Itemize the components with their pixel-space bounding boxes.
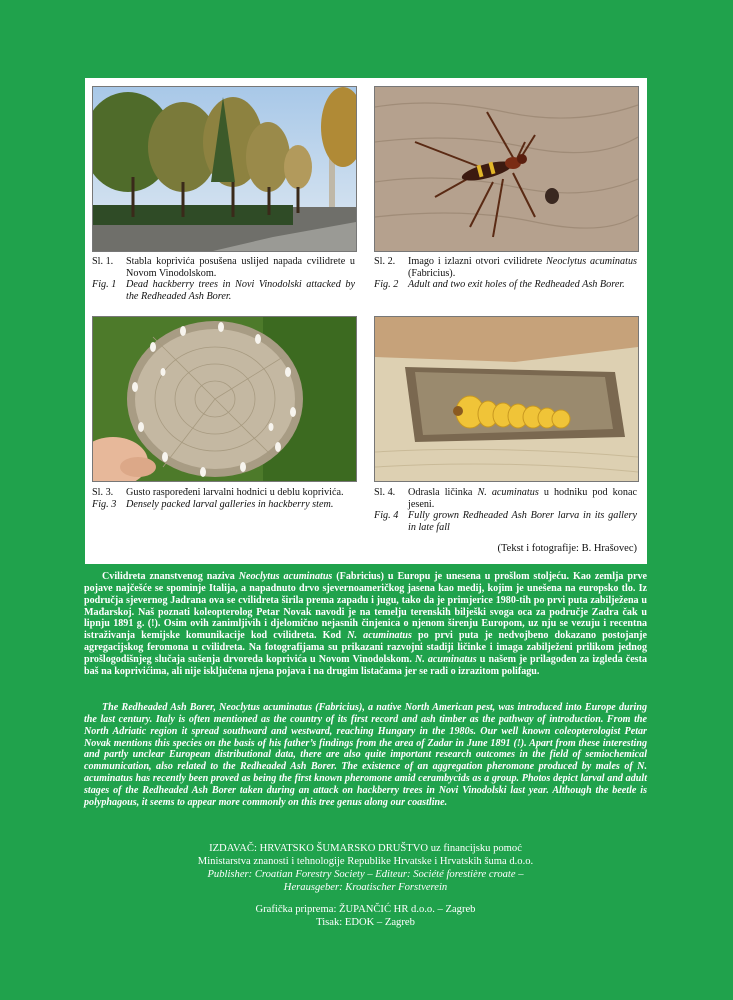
figure-4-hr-text: [408, 487, 637, 510]
figure-2-en-label: Fig. 2: [374, 279, 399, 290]
english-text: The Redheaded Ash Borer, Neoclytus acuminatus (Fabricius), a native North American pest, was introduced into Europe during the last century. Italy is often mentioned as the country of its first record and ash timber as the pathway of introduction. From the North Adriatic region it spread southward and westward, reaching Hungary in the 1980s. Our well known coleopterologist Petar Novak mentions this species on the basis of his father’s findings from the area of Zadar in June 1891 (!). Apart from these interesting and partly unclear European distributional data, there are also quite important research outcomes in the field of semiochemical communication, also related to the Redheaded Ash Borer. The existence of an aggregation pheromone produced by males of N. acuminatus has recently been proved as being the first known pheromone amid cerambycids as a group. Photos depict larval and adult stages of the Redheaded Ash Borer taken during an attack on hackberry trees in Novi Vinodolski last year. Although the beetle is polyphagous, it seems to appear more commonly on this tree genus along our coastline.: [84, 702, 647, 808]
croatian-text-part-c: po prvi puta je nedvojbeno dokazano postojanje agregacijskog feromona u cvilidreta. Na fotografijama su prikazani razvojni stadiji ličinke i imaga zabilježeni prilikom jednog prošlogodišnjeg slučaja sušenja drvoreda koprivića u Novom Vinodolskom.: [84, 630, 647, 665]
beetle-on-bark-illustration: [375, 87, 638, 251]
production-credits: [84, 904, 647, 929]
figure-3-hr-label: Sl. 3.: [92, 487, 114, 498]
figure-2-hr-text: [408, 256, 637, 279]
figure-4-en-text: Fully grown Redheaded Ash Borer larva in its gallery in late fall: [408, 510, 637, 533]
photo-larval-galleries: [92, 316, 357, 482]
photo-credit: (Tekst i fotografije: B. Hrašovec): [497, 543, 637, 554]
photo-larva-in-gallery: [374, 316, 639, 482]
photo-adult-beetle: [374, 86, 639, 252]
stem-cross-section-illustration: [93, 317, 356, 481]
print-credit: Tisak: EDOK – Zagreb: [316, 916, 415, 928]
figure-2-hr-text-a: Imago i izlazni otvori cvilidrete: [408, 256, 547, 267]
figure-2-en-text: Adult and two exit holes of the Redheaded Ash Borer.: [408, 279, 625, 290]
figure-3-en-text: Densely packed larval galleries in hackberry stem.: [126, 498, 334, 510]
figure-3-en-label: Fig. 3: [92, 498, 117, 510]
figures-panel: [85, 78, 647, 564]
croatian-species-1: Neoclytus acuminatus: [238, 571, 333, 582]
croatian-species-3: N. acuminatus: [414, 653, 477, 665]
figure-4-hr-text-a: Odrasla ličinka: [408, 487, 478, 498]
publisher-foreign-line-1: Publisher: Croatian Forestry Society – Editeur: Société forestière croate –: [207, 869, 524, 880]
figure-2-caption: [374, 256, 637, 291]
figure-1-caption: [92, 256, 355, 302]
figure-2-hr-label: Sl. 2.: [374, 256, 396, 267]
publisher-block: [84, 843, 647, 868]
figure-1-hr-text: Stabla koprivića posušena uslijed napada cvilidrete u Novom Vinodolskom.: [126, 256, 355, 279]
figure-1-en-text: Dead hackberry trees in Novi Vinodolski attacked by the Redheaded Ash Borer.: [126, 279, 355, 302]
croatian-text-part-b: (Fabricius) u Europu je unesena u prošlom stoljeću. Kao zemlja prve pojave najčešće se spominje Italija, a napadnuto drvo sjevernoameričkog jasena kao medij, kojim je unešena na europsko tlo. Iz područja sjevernog Jadrana ova se cvilidreta širila prema zapadu i jugu, tako da je primjerice 1980-tih po prvi puta zabilježena u Mađarskoj. Naš poznati koleopterolog Petar Novak navodi je na temelju terenskih bilješki svoga oca za područje Zadra čak u lipnju 1891 g. (!). Osim ovih zanimljivih i djelomično nejasnih činjenica o njenom širenju Europom, uz nju se vezuju i recentna istraživanja kemijske komunikacije kod cvilidreta. Kod: [84, 571, 647, 642]
croatian-text-part-a: Cvilidreta znanstvenog naziva: [102, 571, 239, 582]
publisher-line-2: Ministarstva znanosti i tehnologije Republike Hrvatske i Hrvatskih šuma d.o.o.: [197, 855, 534, 867]
croatian-paragraph: [84, 571, 647, 678]
publisher-translations: [84, 869, 647, 894]
croatian-text-part-d: u našem je prilagođen za izgleda česta baš na koprivićima, ali nije isključena njena pojava i na drugim listačama jer se radi o izrazitom polifagu.: [84, 653, 648, 677]
figure-4-hr-text-b: u hodniku pod konac jeseni.: [408, 487, 637, 510]
graphics-credit: Grafička priprema: ŽUPANČIĆ HR d.o.o. – Zagreb: [255, 904, 476, 915]
figure-2-hr-text-b: (Fabricius).: [408, 267, 456, 279]
figure-1-hr-label: Sl. 1.: [92, 256, 114, 267]
figure-4-en-label: Fig. 4: [374, 510, 399, 521]
publisher-foreign-line-2: Herausgeber: Kroatischer Forstverein: [283, 881, 448, 893]
photo-dead-hackberry-trees: [92, 86, 357, 252]
figure-3-caption: [92, 487, 355, 510]
croatian-species-2: N. acuminatus: [347, 630, 412, 642]
english-paragraph: [84, 702, 647, 809]
larva-illustration: [375, 317, 638, 481]
figure-3-hr-text: Gusto raspoređeni larvalni hodnici u deblu koprivića.: [126, 487, 344, 498]
figure-4-species: N. acuminatus: [477, 487, 539, 498]
figure-4-caption: [374, 487, 637, 533]
publisher-line-1: IZDAVAČ: HRVATSKO ŠUMARSKO DRUŠTVO uz financijsku pomoć: [209, 843, 522, 854]
figure-2-species: Neoclytus acuminatus: [546, 256, 638, 267]
figure-4-hr-label: Sl. 4.: [374, 487, 396, 498]
tree-avenue-illustration: [93, 87, 356, 251]
figure-1-en-label: Fig. 1: [92, 279, 117, 290]
